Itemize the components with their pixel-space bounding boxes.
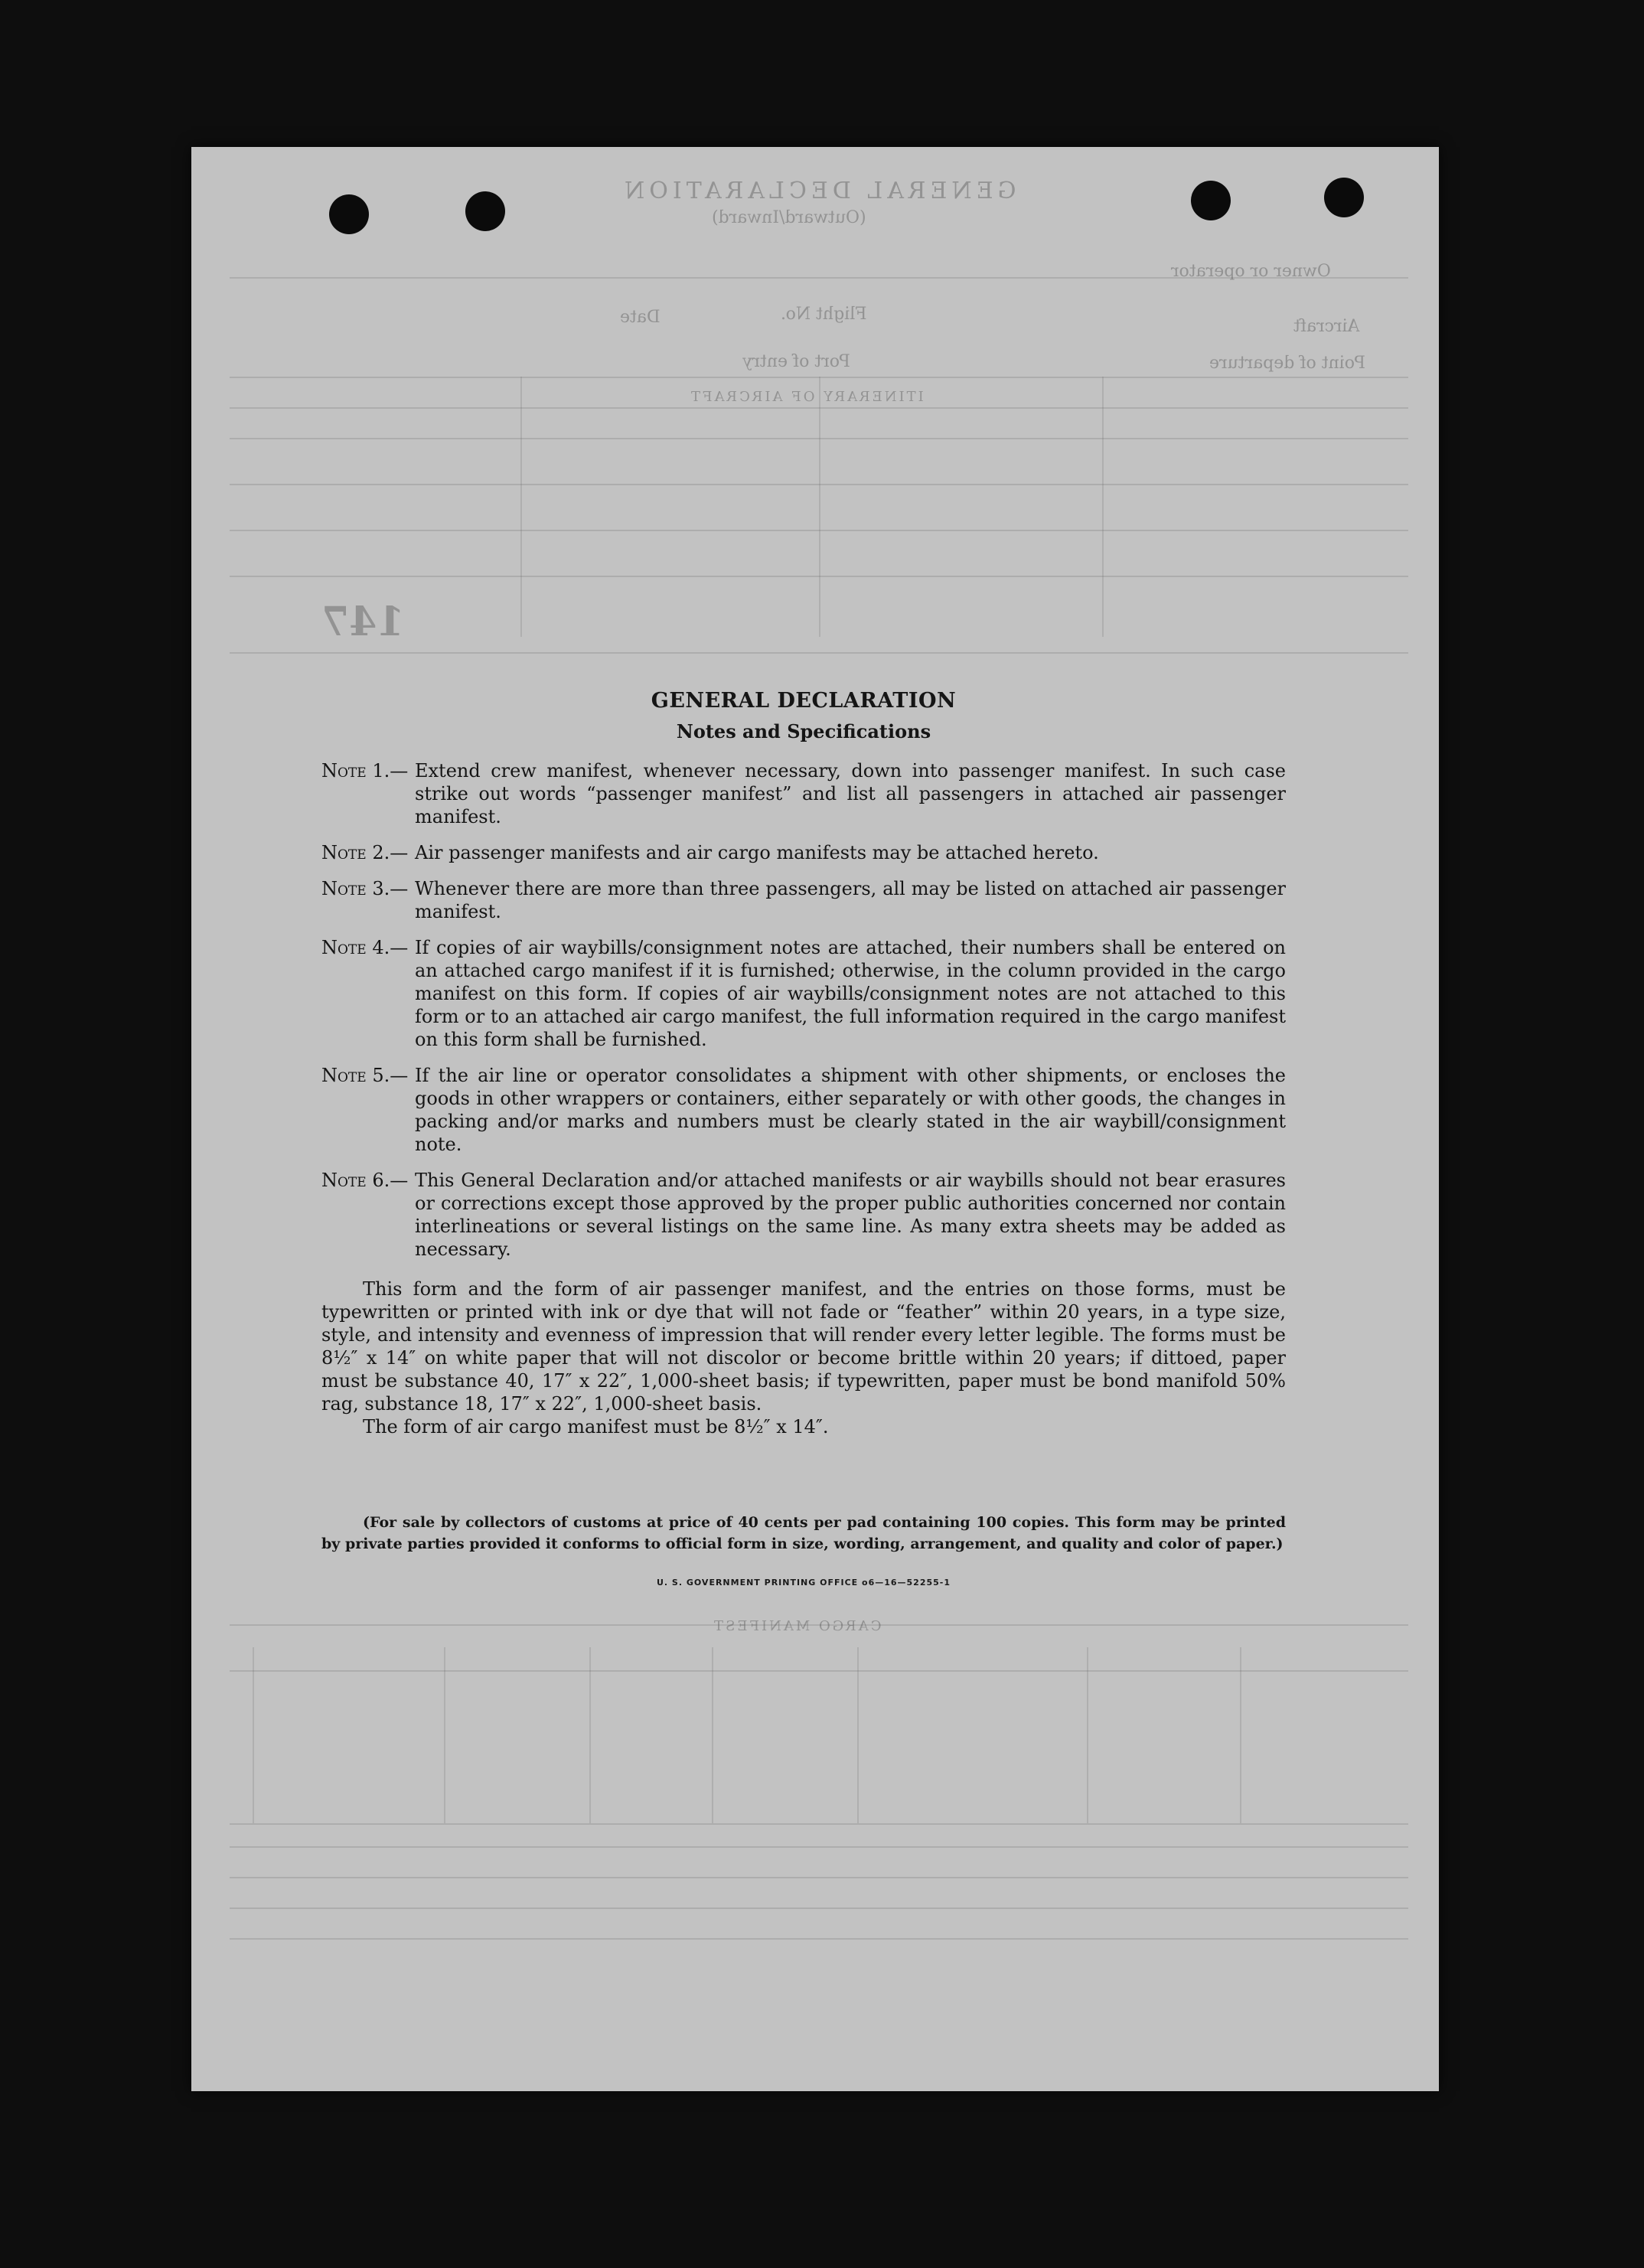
note-label: Note 4.— [321,937,409,958]
show-through-header: GENERAL DECLARATION [620,178,1016,204]
notes-and-specifications [321,689,1286,1588]
note-6 [321,1169,1286,1261]
note-text: Air passenger manifests and air cargo manifests may be attached hereto. [415,842,1099,863]
note-text: This General Declaration and/or attached manifests or air waybills should not bear erasures or corrections except those approved by the proper public authorities concerned nor contain interlineations or several listings on the same line. As many extra sheets may be added as necessary. [415,1170,1286,1260]
note-label: Note 2.— [321,842,409,863]
note-label: Note 5.— [321,1065,409,1086]
note-label: Note 3.— [321,878,409,899]
note-1 [321,759,1286,828]
punch-hole [1191,181,1231,220]
show-through-owner: Owner or operator [1171,262,1331,281]
note-text: Whenever there are more than three passengers, all may be listed on attached air passenger manifest. [415,878,1286,922]
sale-note: (For sale by collectors of customs at price of 40 cents per pad containing 100 copies. This form may be printed by private parties provided it conforms to official form in size, wording, arrangement, and quality and color of paper.) [321,1514,1286,1552]
show-through-itinerary: ITINERARY OF AIRCRAFT [689,389,924,405]
cargo-manifest-size-line: The form of air cargo manifest must be 8½″ x 14″. [363,1416,829,1437]
show-through-date: Date [620,308,661,327]
printer-imprint: U. S. GOVERNMENT PRINTING OFFICE o6—16—52255-1 [656,1578,951,1588]
show-through-sub: (Outward/Inward) [712,208,866,227]
show-through-entry: Port of entry [742,352,850,371]
punch-hole [1324,178,1364,217]
note-label: Note 6.— [321,1170,409,1191]
show-through-aircraft: Aircraft [1293,317,1360,336]
note-text: Extend crew manifest, whenever necessary, down into passenger manifest. In such case strike out words “passenger manifest” and list all passengers in attached air passenger manifest. [415,760,1286,827]
show-through-departure: Point of departure [1209,354,1365,373]
form-specification-paragraph: This form and the form of air passenger manifest, and the entries on those forms, must be typewritten or printed with ink or dye that will not fade or “feather” within 20 years, in a type size, style, and intensity and evenness of impression that will render every letter legible. The forms must be 8½″ x 14″ on white paper that will not discolor or become brittle within 20 years; if dittoed, paper must be substance 40, 17″ x 22″, 1,000-sheet basis; if typewritten, paper must be bond manifold 50% rag, substance 18, 17″ x 22″, 1,000-sheet basis. [321,1278,1286,1415]
document-sheet [191,147,1439,2091]
note-5 [321,1064,1286,1156]
show-through-number: 147 [321,599,405,645]
note-4 [321,936,1286,1051]
show-through-cargo: CARGO MANIFEST [712,1618,882,1634]
note-2 [321,841,1286,864]
punch-hole [329,194,369,234]
note-text: If the air line or operator consolidates a shipment with other shipments, or encloses the goods in other wrappers or containers, either separately or with other goods, the changes in packing and/or marks and numbers must be clearly stated in the air waybill/consignment note. [415,1065,1286,1155]
show-through-flight: Flight No. [781,305,867,324]
note-text: If copies of air waybills/consignment notes are attached, their numbers shall be entered on an attached cargo manifest if it is furnished; otherwise, in the column provided in the cargo manifest on this form. If copies of air waybills/consignment notes are not attached to this form or to an attached air cargo manifest, the full information required in the cargo manifest on this form shall be furnished. [415,937,1286,1050]
document-title: GENERAL DECLARATION [651,689,957,713]
punch-hole [465,191,505,231]
document-subtitle: Notes and Specifications [676,720,931,742]
note-label: Note 1.— [321,760,409,782]
note-3 [321,877,1286,923]
